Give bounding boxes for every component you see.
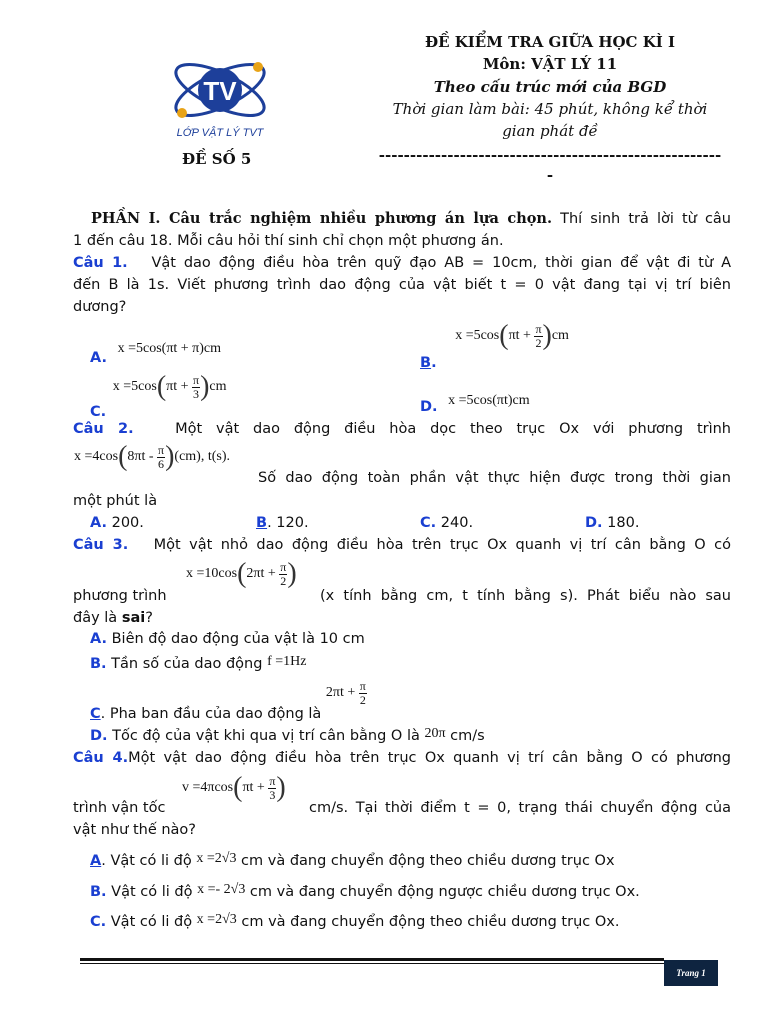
q2-text: Một vật dao động điều hòa dọc theo trục Ox với phương trình xyxy=(175,421,732,437)
q1-option-d-eq: x =5cos(πt)cm xyxy=(448,393,530,408)
q1-option-c-eq: x =5cos(πt + $\frac{\pi}{3}$ )cm xyxy=(112,371,227,402)
exam-number: ĐỀ SỐ 5 xyxy=(182,150,252,168)
q4-option-b[interactable]: B. Vật có li độ x =- 2√3 cm và đang chuyển động ngược chiều dương trục Ox. xyxy=(90,882,640,900)
atom-logo-icon xyxy=(160,45,280,135)
q3-pre: phương trình xyxy=(73,588,167,604)
q2-option-a[interactable]: A. 200. xyxy=(90,515,144,531)
q2-label: Câu 2. xyxy=(73,421,134,437)
footer-rule-thin xyxy=(80,963,664,964)
part1-heading xyxy=(73,210,731,227)
q3-post: (x tính bằng cm, t tính bằng s). Phát biểu nào sau xyxy=(320,588,731,604)
exam-subject: Môn: VẬT LÝ 11 xyxy=(482,55,618,73)
svg-text:TV: TV xyxy=(203,76,237,106)
q2-line3: một phút là xyxy=(73,493,158,509)
q4-option-a[interactable]: A. Vật có li độ x =2√3 cm và đang chuyển động theo chiều dương trục Ox xyxy=(90,851,615,869)
q1-option-b-eq: x =5cos(πt + $\frac{\pi}{2}$ )cm xyxy=(455,320,569,351)
q4-line3: vật như thế nào? xyxy=(73,822,196,838)
page-number xyxy=(664,960,718,986)
q1-text: Vật dao động điều hòa trên quỹ đạo AB = 10cm, thời gian để vật đi từ A xyxy=(151,255,731,271)
q2-equation: x =4cos(8πt - $\frac{\pi}{6}$ )(cm), t(s). xyxy=(74,441,230,472)
exam-structure: Theo cấu trúc mới của BGD xyxy=(433,78,667,96)
q2-line1 xyxy=(73,421,731,437)
q4-equation: v =4πcos(πt + $\frac{\pi}{3}$ ) xyxy=(182,772,286,803)
q2-line2: Số dao động toàn phần vật thực hiện được trong thời gian xyxy=(258,470,731,486)
q3-option-b[interactable]: B. Tần số của dao động f =1Hz xyxy=(90,654,307,672)
q3-line1 xyxy=(73,537,731,553)
q1-option-b-label: B xyxy=(420,355,432,372)
q3-option-d[interactable]: D. Tốc độ của vật khi qua vị trí cân bằng O là 20π cm/s xyxy=(90,726,485,744)
q1-option-b[interactable]: B. x =5cos(πt + $\frac{\pi}{2}$ )cm xyxy=(420,320,569,372)
footer-rule xyxy=(80,958,664,961)
logo xyxy=(160,45,280,145)
page-number-text: Trang 1 xyxy=(676,968,706,978)
q3-label: Câu 3. xyxy=(73,537,129,553)
q1-option-c[interactable] xyxy=(90,371,227,421)
q3-line3: đây là sai? xyxy=(73,610,153,626)
part1-instructions-2: 1 đến câu 18. Mỗi câu hỏi thí sinh chỉ chọn một phương án. xyxy=(73,233,504,249)
q3-text: Một vật nhỏ dao động điều hòa trên trục Ox quanh vị trí cân bằng O có xyxy=(153,537,731,553)
exam-time-line2: gian phát đề xyxy=(502,122,598,140)
q1-option-d[interactable] xyxy=(420,392,530,415)
q1-option-d-label: D. xyxy=(420,399,438,415)
q4-pre: trình vận tốc xyxy=(73,800,166,816)
q4-post: cm/s. Tại thời điểm t = 0, trạng thái chuyển động của xyxy=(309,800,731,816)
q1-line1 xyxy=(73,255,731,271)
q1-option-c-label: C. xyxy=(90,404,107,421)
header-divider-end: - xyxy=(546,166,554,184)
q2-option-b[interactable]: B. 120. xyxy=(256,515,309,531)
q4-text: Một vật dao động điều hòa trên trục Ox quanh vị trí cân bằng O có phương xyxy=(128,750,731,766)
header-divider: ------------------------------------------------------- xyxy=(378,146,722,164)
exam-time-line1: Thời gian làm bài: 45 phút, không kể thời xyxy=(392,100,708,118)
q3-option-c[interactable]: C. Pha ban đầu của dao động là 2πt + $\frac{\pi}{2}$ xyxy=(90,679,366,723)
q4-label: Câu 4. xyxy=(73,750,129,766)
q4-option-c[interactable]: C. Vật có li độ x =2√3 cm và đang chuyển động theo chiều dương trục Ox. xyxy=(90,912,620,930)
q3-equation: x =10cos(2πt + $\frac{\pi}{2}$ ) xyxy=(186,558,297,589)
q1-line2: đến B là 1s. Viết phương trình dao động của vật biết t = 0 vật đang tại vị trí biên xyxy=(73,277,731,293)
q2-option-d[interactable]: D. 180. xyxy=(585,515,640,531)
q4-line1 xyxy=(73,750,731,766)
q1-option-a[interactable] xyxy=(90,340,222,366)
q3-option-a[interactable]: A. Biên độ dao động của vật là 10 cm xyxy=(90,631,365,647)
q1-option-a-eq: x =5cos(πt + π)cm xyxy=(117,341,222,356)
q1-label: Câu 1. xyxy=(73,255,128,271)
part1-instructions: Thí sinh trả lời từ câu xyxy=(552,211,731,227)
q1-option-a-label: A. xyxy=(90,350,107,366)
logo-text: LỚP VẬT LÝ TVT xyxy=(176,127,264,139)
q2-option-c[interactable]: C. 240. xyxy=(420,515,474,531)
exam-title: ĐỀ KIỂM TRA GIỮA HỌC KÌ I xyxy=(424,33,676,51)
q1-line3: dương? xyxy=(73,299,127,315)
part1-title: PHẦN I. Câu trắc nghiệm nhiều phương án lựa chọn. xyxy=(91,210,553,227)
